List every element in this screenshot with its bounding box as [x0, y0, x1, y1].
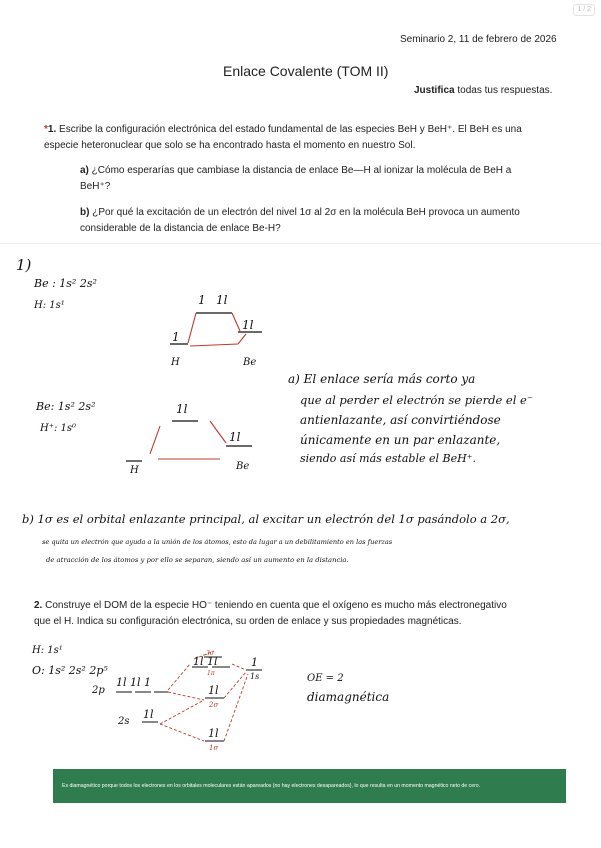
bond-order: OE = 2 [307, 673, 344, 684]
question-1b-label: b) [80, 207, 90, 218]
d2-line-b [210, 421, 226, 443]
question-2 [34, 600, 507, 611]
d1-right-electrons: 1l [242, 318, 254, 332]
link-2 [168, 692, 204, 700]
h-plus-configuration: H⁺: 1s⁰ [40, 423, 77, 434]
mo-2sigma-electrons: 1l [208, 684, 219, 697]
be-plus-configuration: Be: 1s² 2s² [36, 400, 96, 413]
answer-1-label: 1) [16, 256, 32, 274]
mo-1sigma-electrons: 1l [208, 727, 219, 740]
mo-3sigma-label: 3σ [206, 650, 214, 657]
d1-top-right-electrons: 1l [216, 293, 228, 307]
d2-right-electrons: 1l [229, 430, 241, 444]
link-1 [168, 664, 190, 690]
question-2-number: 2. [34, 600, 43, 611]
instruction-rest: todas tus respuestas. [454, 85, 553, 96]
mo-1sigma-label: 1σ [209, 744, 219, 752]
d2-top-electrons: 1l [176, 402, 188, 416]
link-7 [224, 674, 248, 741]
question-1-text-line2: especie heteronuclear que solo se ha encontrado hasta el momento en nuestro Sol. [44, 140, 416, 151]
d2-be-label: Be [236, 461, 250, 472]
d1-be-label: Be [243, 357, 257, 368]
link-5 [232, 664, 246, 670]
link-3 [160, 700, 204, 724]
question-1a-line2: BeH⁺? [80, 181, 111, 192]
question-1b-text: ¿Por qué la excitación de un electrón del nivel 1σ al 2σ en la molécula BeH provoca un aumento [89, 207, 520, 218]
answer-1a-line3: antienlazante, así convirtiéndose [300, 413, 501, 427]
question-2-text-line2: que el H. Indica su configuración electrónica, su orden de enlace y sus propiedades magnéticas. [34, 616, 462, 627]
page-title: Enlace Covalente (TOM II) [223, 63, 389, 79]
question-1-star: * [44, 124, 48, 135]
answer-1a-line5: siendo así más estable el BeH⁺. [300, 452, 476, 465]
answer-2-2s-electrons: 1l [143, 708, 154, 721]
d2-line-a [150, 426, 160, 454]
h-1s-electron: 1 [251, 656, 258, 669]
d1-line-d [238, 334, 246, 344]
d2-h-label: H [130, 465, 139, 476]
answer-1a-line1: a) El enlace sería más corto ya [288, 372, 476, 386]
question-2-text: Construye el DOM de la especie HO⁻ teniendo en cuenta que el oxígeno es mucho más electronegativo [42, 600, 507, 611]
answer-2-2p-electrons: 1l 1l 1 [116, 676, 152, 689]
question-1a-label: a) [80, 165, 89, 176]
h-configuration: H: 1s¹ [34, 300, 65, 311]
answer-1a-line2: que al perder el electrón se pierde el e⁻ [300, 393, 533, 407]
answer-1b-line3: de atracción de los átomos y por ello se separan, siendo así un aumento en la distancia. [46, 556, 349, 564]
question-1a-text: ¿Cómo esperarías que cambiase la distancia de enlace Be—H al ionizar la molécula de BeH a [88, 165, 512, 176]
answer-2-h-configuration: H: 1s¹ [32, 645, 63, 656]
mo-pi-label: 1π [207, 670, 215, 677]
magnetic-property: diamagnética [307, 690, 390, 704]
d1-top-left-electrons: 1 [198, 293, 206, 307]
question-1-number: 1. [47, 124, 57, 135]
h-1s-label: 1s [250, 672, 260, 681]
d1-line-a [188, 313, 196, 343]
page-indicator: 1 / 2 [573, 4, 595, 16]
d1-line-c [190, 344, 238, 346]
d1-line-b [232, 313, 240, 331]
seminar-date: Seminario 2, 11 de febrero de 2026 [400, 34, 557, 45]
answer-2-o-configuration: O: 1s² 2s² 2p⁵ [32, 664, 108, 677]
answer-1b-line1: b) 1σ es el orbital enlazante principal, al excitar un electrón del 1σ pasándolo a 2σ, [22, 512, 510, 526]
link-4 [160, 724, 204, 741]
mo-pi-electrons: 1l 1l [193, 655, 218, 668]
answer-2-2p-label: 2p [92, 685, 105, 696]
d1-left-electrons: 1 [172, 330, 180, 344]
answer-banner-text: Es diamagnético porque todos los electrones en los orbitales moleculares están apareados (no hay electrones desapareados), lo que resulta en un momento magnético neto de cero. [62, 783, 481, 789]
mo-2sigma-label: 2σ [209, 701, 219, 709]
d1-h-label: H [171, 357, 180, 368]
instruction-bold: Justifica [414, 85, 455, 96]
question-1b-line2: considerable de la distancia de enlace Be-H? [80, 223, 281, 234]
answer-2-2s-label: 2s [118, 716, 130, 727]
answer-1b-line2: se quita un electrón que ayuda a la unión de los átomos, esto da lugar a un debilitamiento en las fuerzas [42, 538, 393, 546]
answer-1a-line4: únicamente en un par enlazante, [300, 433, 501, 447]
question-1-text: Escribe la configuración electrónica del estado fundamental de las especies BeH y BeH⁺. El BeH es una [56, 124, 522, 135]
link-6 [224, 672, 246, 698]
answer-banner [53, 769, 566, 803]
be-configuration: Be : 1s² 2s² [34, 277, 97, 290]
